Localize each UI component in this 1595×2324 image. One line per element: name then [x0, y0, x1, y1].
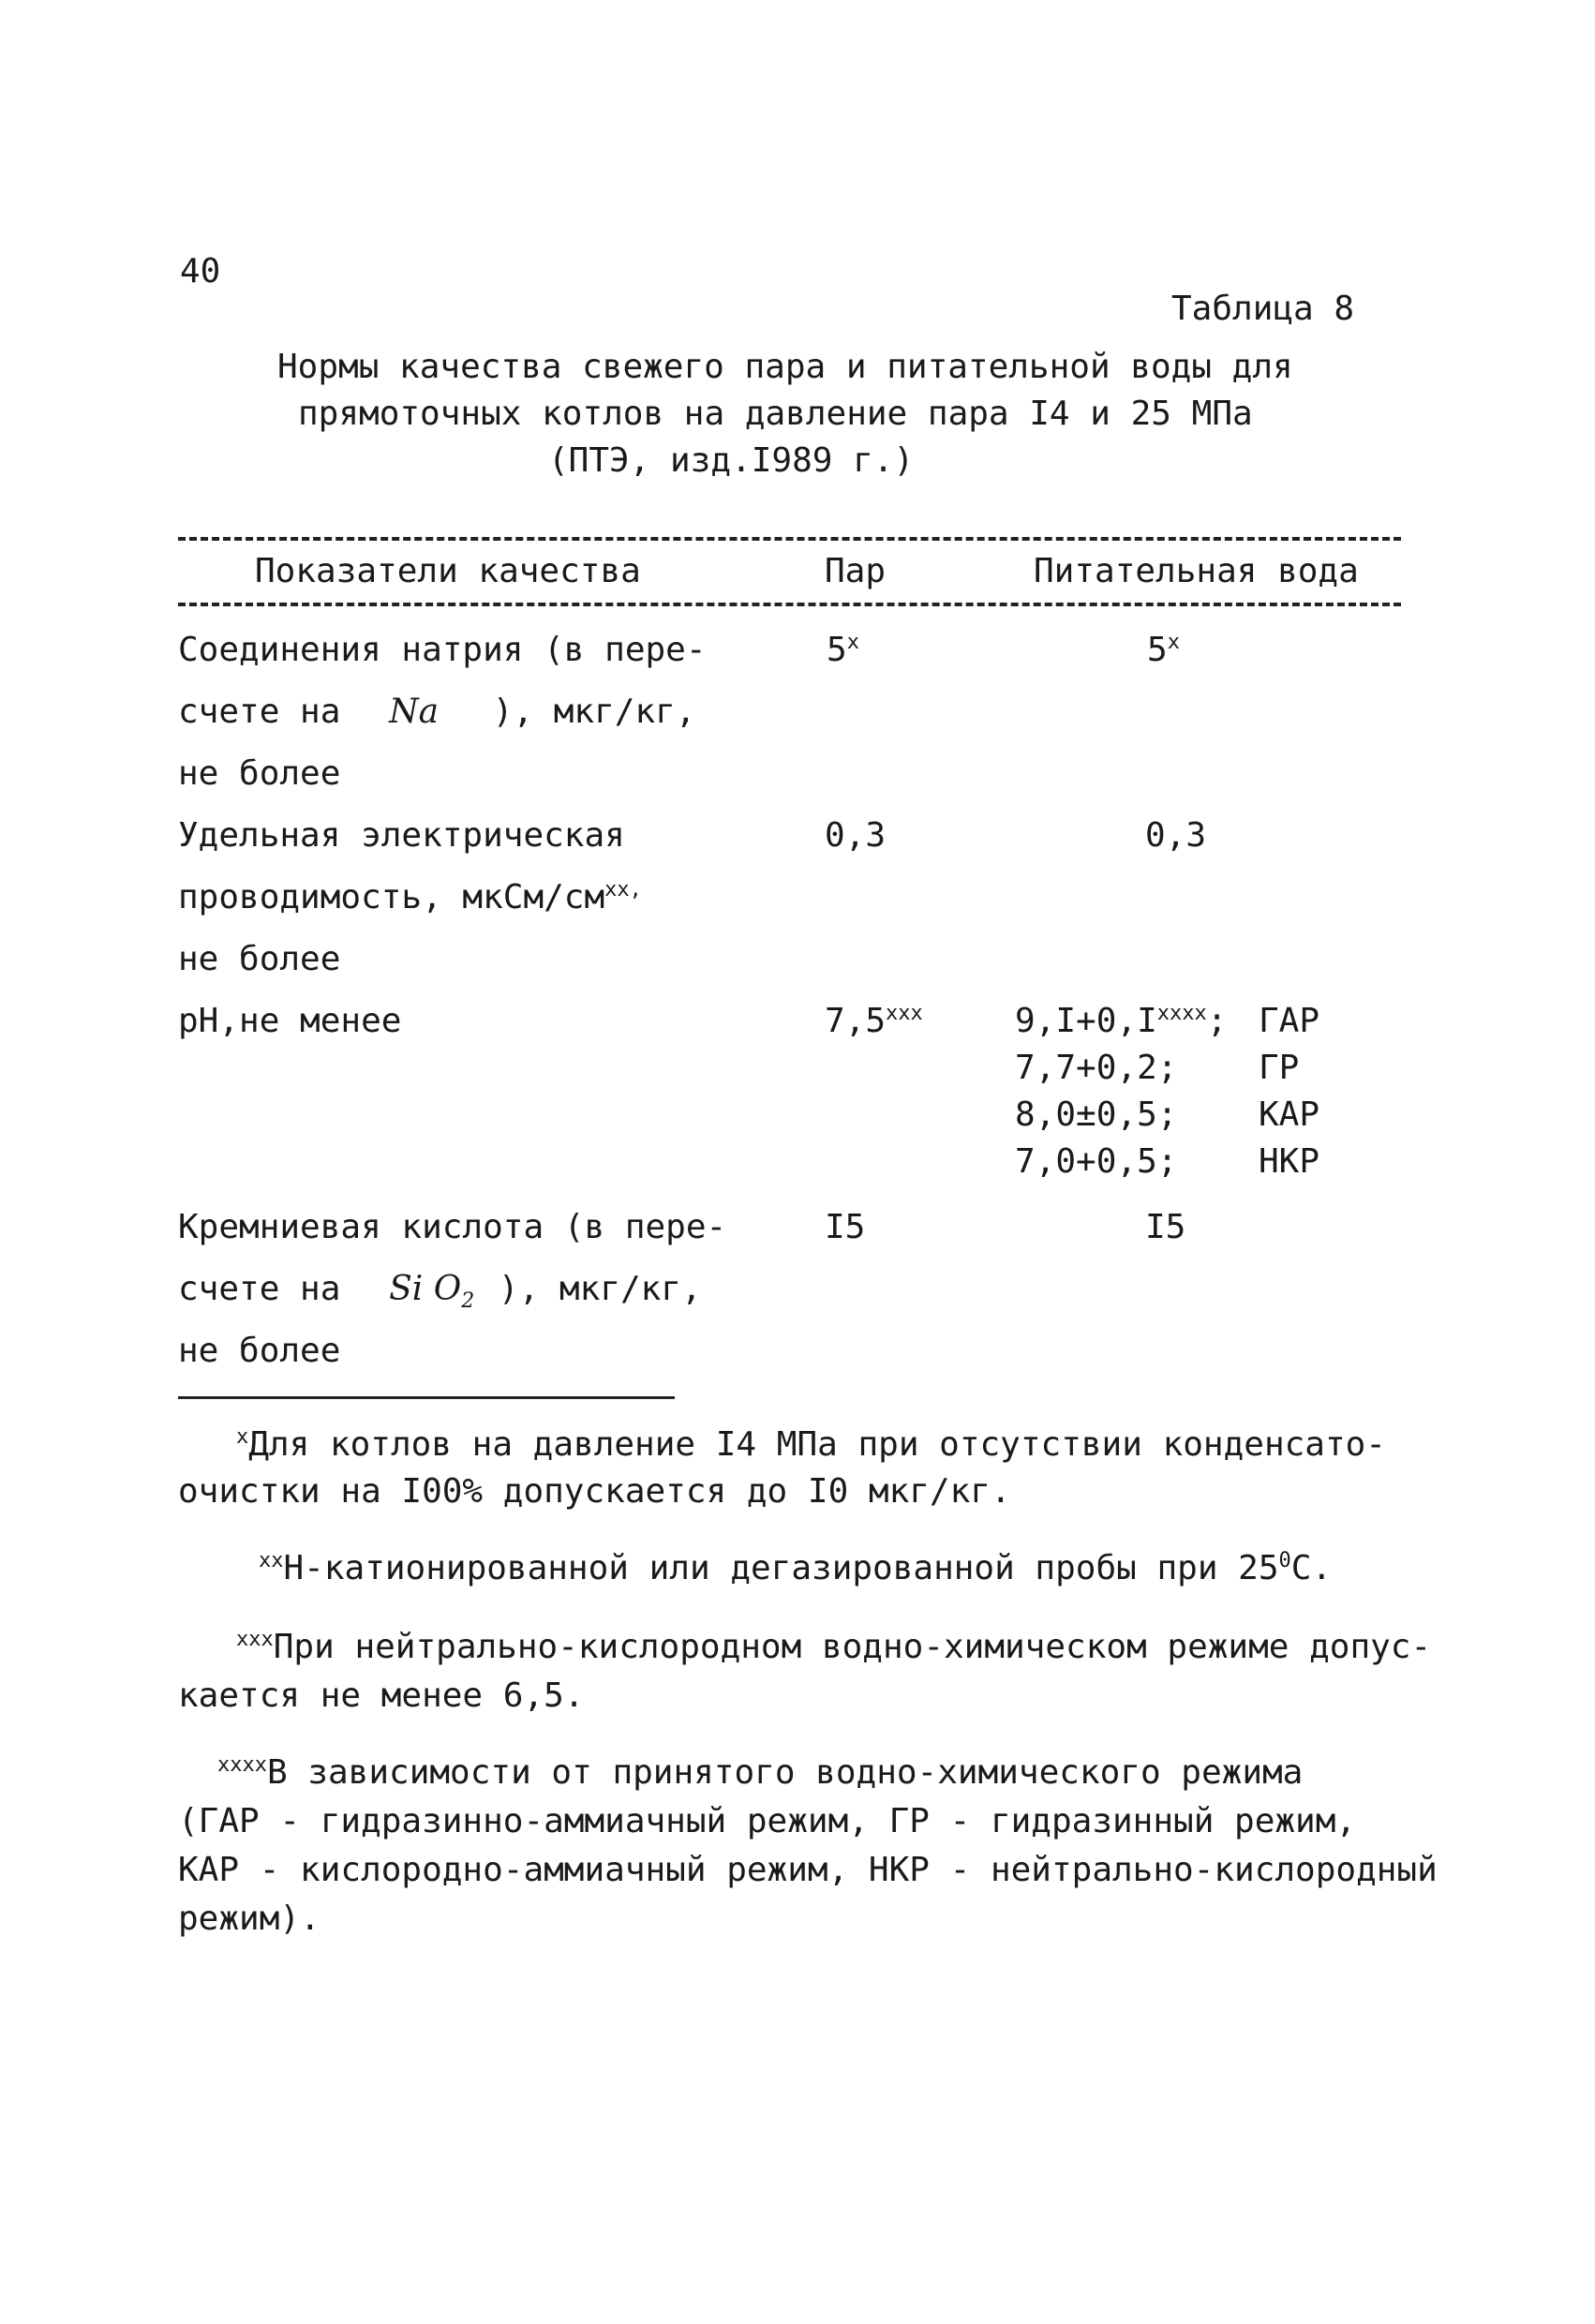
table-top-rule: [178, 537, 1401, 541]
ph-mode-3: КАР: [1259, 1095, 1320, 1134]
silica-symbol: Si $O_2$: [389, 1270, 475, 1314]
ph-feed-value-3: 8,0±0,5;: [1015, 1095, 1178, 1134]
footnote-1-line-1: $^x$Для котлов на давление I4 МПа при отсутствии конденсато-: [236, 1425, 1386, 1464]
row-conductivity-line-2: проводимость, мкСм/$см^{xx,}$: [178, 878, 642, 916]
table-label: Таблица 8: [1171, 290, 1355, 328]
silica-steam-value: I5: [825, 1208, 866, 1246]
footnote-4-line-4: режим).: [178, 1899, 320, 1938]
row-sodium-line-2a: счете на: [178, 693, 341, 731]
header-feed-water: Питательная вода: [1034, 552, 1359, 590]
header-quality-indicators: Показатели качества: [255, 552, 641, 590]
page-number: 40: [180, 252, 221, 290]
ph-feed-value-1: $9,I+0,I^{xxxx}$;: [1015, 1002, 1228, 1040]
conductivity-steam-value: 0,3: [825, 816, 887, 855]
footnote-3-line-1: $^{xxx}$При нейтрально-кислородном водно-химическом режиме допус-: [236, 1628, 1432, 1666]
ph-feed-value-2: 7,7+0,2;: [1015, 1049, 1178, 1087]
title-line-1: Нормы качества свежего пара и питательной воды для: [277, 348, 1293, 386]
sodium-symbol: Na: [389, 693, 440, 731]
row-silica-line-1: Кремниевая кислота (в пере-: [178, 1208, 727, 1246]
row-sodium-line-2b: ), мкг/кг,: [492, 693, 696, 731]
ph-mode-1: ГАР: [1259, 1002, 1320, 1040]
row-silica-line-2b: ), мкг/кг,: [498, 1270, 702, 1308]
sodium-steam-value: 5$^x$: [827, 631, 859, 669]
row-sodium-line-2: [178, 692, 695, 733]
ph-feed-value-4: 7,0+0,5;: [1015, 1142, 1178, 1181]
footnote-4-line-3: КАР - кислородно-аммиачный режим, НКР - нейтрально-кислородный: [178, 1851, 1438, 1889]
header-steam: Пар: [825, 552, 887, 590]
row-sodium-line-3: не более: [178, 754, 341, 793]
ph-steam-value: 7,5$^{xxx}$: [825, 1002, 923, 1040]
footnote-4-line-2: (ГАР - гидразинно-аммиачный режим, ГР - гидразинный режим,: [178, 1802, 1357, 1840]
title-line-2: прямоточных котлов на давление пара I4 и 25 МПа: [298, 395, 1253, 433]
footnote-4-line-1: $^{xxxx}$В зависимости от принятого водно-химического режима: [217, 1753, 1304, 1792]
silica-feed-value: I5: [1145, 1208, 1186, 1246]
footnote-3-line-2: кается не менее 6,5.: [178, 1676, 585, 1715]
title-line-3: (ПТЭ, изд.I989 г.): [548, 441, 915, 480]
conductivity-feed-value: 0,3: [1145, 816, 1207, 855]
row-silica-line-2a: счете на: [178, 1270, 341, 1308]
row-conductivity-line-3: не более: [178, 940, 341, 978]
sodium-feed-value: 5$^x$: [1147, 631, 1180, 669]
row-silica-line-2: [178, 1269, 702, 1322]
footnote-1-line-2: очистки на I00% допускается до I0 мкг/кг.: [178, 1472, 1011, 1511]
footnote-separator: [178, 1396, 675, 1399]
ph-mode-2: ГР: [1259, 1049, 1300, 1087]
row-ph-label: pH,не менее: [178, 1002, 402, 1040]
row-sodium-line-1: Соединения натрия (в пере-: [178, 631, 707, 669]
ph-mode-4: НКР: [1259, 1142, 1320, 1181]
header-bottom-rule: [178, 603, 1401, 606]
row-conductivity-line-1: Удельная электрическая: [178, 816, 625, 855]
footnote-2: $^{xx}$Н-катионированной или дегазированной пробы при $25^0С$.: [259, 1549, 1333, 1587]
row-silica-line-3: не более: [178, 1332, 341, 1370]
